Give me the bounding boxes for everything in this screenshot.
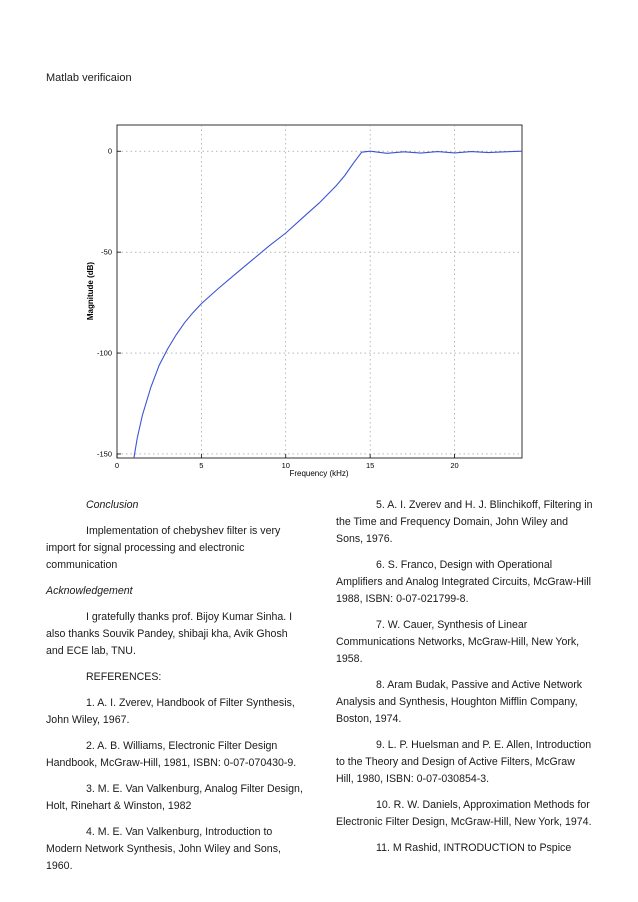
reference-item: 3. M. E. Van Valkenburg, Analog Filter Design, Holt, Rinehart & Winston, 1982: [46, 783, 303, 812]
page-heading: Matlab verificaion: [46, 72, 132, 84]
acknowledgement-heading: Acknowledgement: [46, 585, 133, 597]
left-column: [46, 497, 308, 884]
x-tick-label: 0: [114, 461, 120, 470]
x-axis-label: Frequency (kHz): [289, 469, 349, 478]
acknowledgement-text: I gratefully thanks prof. Bijoy Kumar Sinha. I also thanks Souvik Pandey, shibaji kha, Avik Ghosh and ECE lab, TNU.: [46, 611, 293, 657]
reference-item: 6. S. Franco, Design with Operational Amplifiers and Analog Integrated Circuits, McGraw-Hill 1988, ISBN: 0-07-021799-8.: [336, 559, 591, 605]
right-column: [336, 497, 594, 866]
conclusion-heading: Conclusion: [86, 499, 139, 511]
reference-item: 5. A. I. Zverev and H. J. Blinchikoff, Filtering in the Time and Frequency Domain, John Wiley and Sons, 1976.: [336, 499, 593, 545]
reference-item: 11. M Rashid, INTRODUCTION to Pspice: [376, 842, 572, 854]
y-tick-label: -100: [96, 348, 112, 358]
x-tick-label: 5: [199, 461, 204, 470]
reference-item: 9. L. P. Huelsman and P. E. Allen, Introduction to the Theory and Design of Active Filters, McGraw Hill, 1980, ISBN: 0-07-030854-3.: [336, 739, 592, 785]
reference-item: 8. Aram Budak, Passive and Active Network Analysis and Synthesis, Houghton Mifflin Company, Boston, 1974.: [336, 679, 583, 725]
reference-item: 1. A. I. Zverev, Handbook of Filter Synthesis, John Wiley, 1967.: [46, 697, 295, 726]
y-tick-label: -150: [96, 449, 112, 459]
reference-item: 7. W. Cauer, Synthesis of Linear Communications Networks, McGraw-Hill, New York, 1958.: [336, 619, 580, 665]
x-tick-label: 10: [281, 461, 290, 470]
conclusion-text: Implementation of chebyshev filter is very import for signal processing and electronic communication: [46, 525, 281, 571]
reference-item: 2. A. B. Williams, Electronic Filter Design Handbook, McGraw-Hill, 1981, ISBN: 0-07-070430-9.: [46, 740, 297, 769]
reference-item: 10. R. W. Daniels, Approximation Methods for Electronic Filter Design, McGraw-Hill, New York, 1974.: [336, 799, 592, 828]
x-tick-label: 15: [365, 461, 375, 470]
reference-item: 4. M. E. Van Valkenburg, Introduction to Modern Network Synthesis, John Wiley and Sons, 1960.: [46, 826, 281, 872]
x-tick-label: 20: [450, 461, 459, 470]
y-axis-label: Magnitude (dB): [86, 261, 95, 321]
references-heading: REFERENCES:: [86, 671, 162, 683]
plot-area: [117, 125, 522, 458]
y-tick-label: 0: [107, 146, 112, 156]
y-tick-label: -50: [101, 247, 112, 257]
